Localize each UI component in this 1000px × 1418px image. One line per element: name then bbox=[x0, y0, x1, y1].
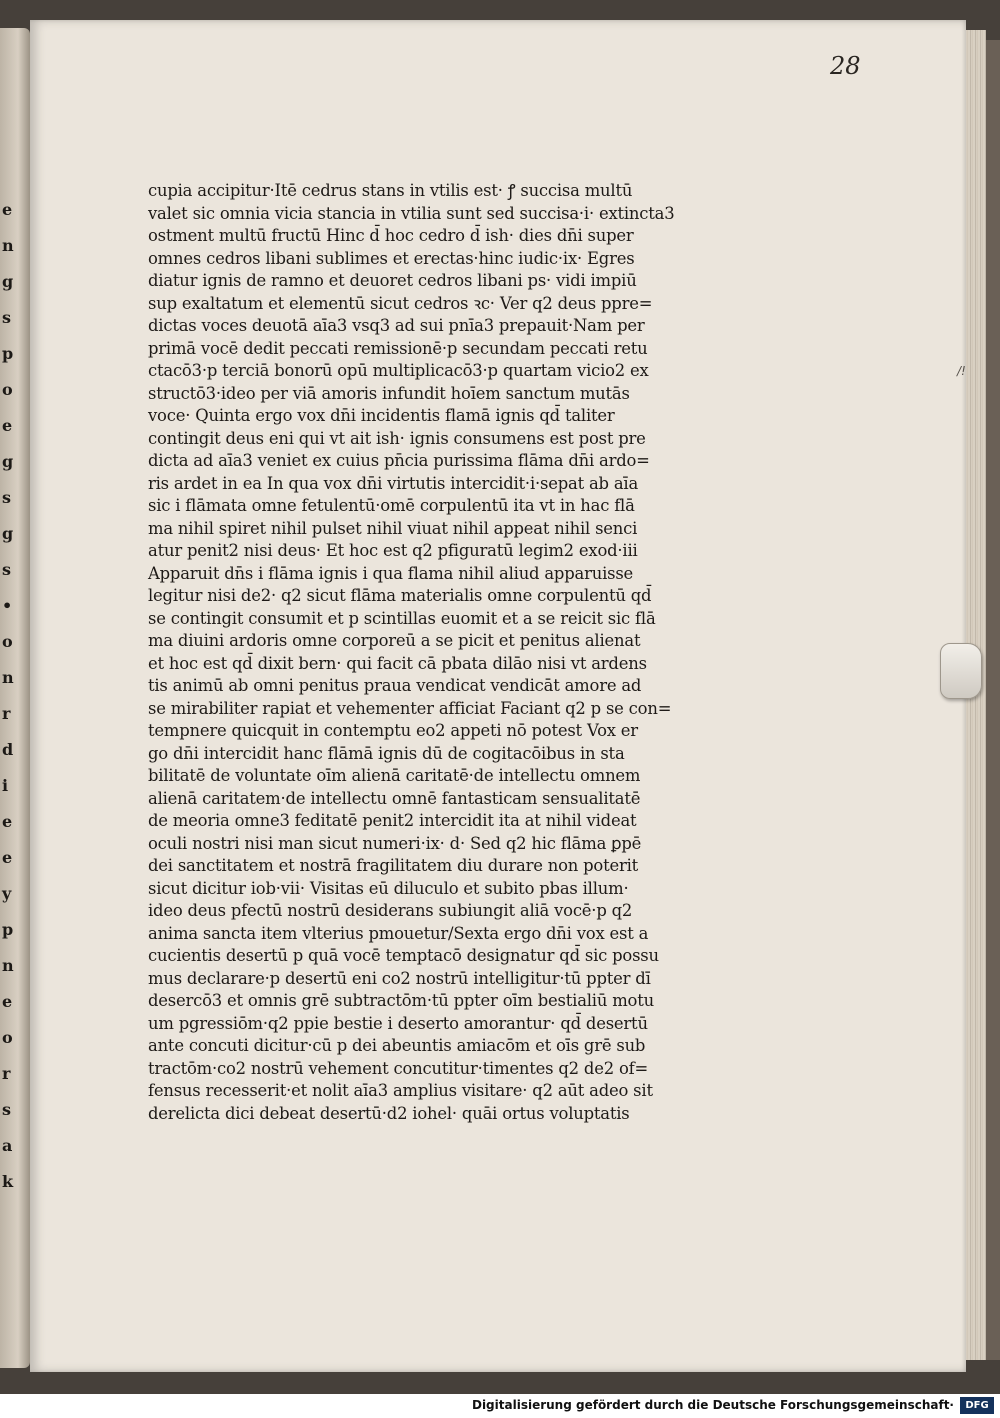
left-page-letter: o bbox=[2, 380, 13, 399]
left-page-letter: s bbox=[2, 308, 12, 327]
text-line: voce· Quinta ergo vox dn̄i incidentis flamā ignis qd̄ taliter bbox=[148, 406, 615, 425]
left-page-letter: r bbox=[2, 704, 11, 723]
text-line: se contingit consumit et p scintillas euomit et a se reicit sic flā bbox=[148, 608, 656, 628]
text-line: tempnere quicquit in contemptu eo2 appeti nō potest Vox er bbox=[148, 721, 638, 740]
text-line: mus declarare·p desertū eni co2 nostrū intelligitur·tū ppter dī bbox=[148, 968, 651, 988]
text-line: dei sanctitatem et nostrā fragilitatem diu durare non poterit bbox=[148, 856, 639, 875]
text-line: structō3·ideo per viā amoris infundit hoīem sanctum mutās bbox=[148, 383, 630, 403]
left-page-letter: e bbox=[2, 992, 13, 1011]
text-line: ma diuini ardoris omne corporeū a se picit et penitus alienat bbox=[148, 631, 641, 650]
text-line: ctacō3·p terciā bonorū opū multiplicacō3·p quartam vicio2 ex bbox=[148, 361, 649, 380]
left-page-letter: r bbox=[2, 1064, 11, 1083]
text-line: Apparuit dn̄s i flāma ignis i qua flama nihil aliud apparuisse bbox=[148, 563, 634, 583]
left-page-letter: e bbox=[2, 812, 13, 831]
left-page-letter: k bbox=[2, 1172, 14, 1191]
funding-text: Digitalisierung gefördert durch die Deutsche Forschungsgemeinschaft· bbox=[471, 1398, 954, 1412]
text-line: cucientis desertū p quā vocē temptacō designatur qd̄ sic possu bbox=[148, 946, 659, 965]
text-line: fensus recesserit·et nolit aīa3 amplius visitare· q2 aūt adeo sit bbox=[148, 1081, 653, 1100]
text-line: contingit deus eni qui vt ait ish· ignis consumens est post pre bbox=[148, 428, 646, 448]
left-page-letter: e bbox=[2, 200, 13, 219]
left-page-letter: e bbox=[2, 416, 13, 435]
text-line: sicut dicitur iob·vii· Visitas eū diluculo et subito pbas illum· bbox=[148, 878, 629, 898]
text-block bbox=[148, 180, 708, 1125]
dfg-logo: DFG bbox=[960, 1397, 994, 1414]
text-line: tractōm·co2 nostrū vehement concutitur·timentes q2 de2 of= bbox=[148, 1058, 649, 1078]
cover-edge bbox=[986, 40, 1000, 1360]
text-line: desercō3 et omnis grē subtractōm·tū ppter oīm bestialiū motu bbox=[148, 991, 654, 1010]
left-page-letter: n bbox=[2, 236, 14, 255]
text-line: anima sancta item vlterius pmouetur/Sexta ergo dn̄i vox est a bbox=[148, 923, 649, 943]
text-line: de meoria omne3 feditatē penit2 intercidit ita at nihil videat bbox=[148, 811, 637, 830]
text-line: ostment multū fructū Hinc d̄ hoc cedro d̄ ish· dies dn̄i super bbox=[148, 226, 634, 245]
text-line: tis animū ab omni penitus praua vendicat vendicāt amore ad bbox=[148, 676, 642, 695]
text-line: atur penit2 nisi deus· Et hoc est q2 pfiguratū legim2 exod·iii bbox=[148, 541, 638, 560]
text-line: derelicta dici debeat desertū·d2 iohel· quāi ortus voluptatis bbox=[148, 1103, 630, 1123]
text-line: dicta ad aīa3 veniet ex cuius pn̄cia purissima flāma dn̄i ardo= bbox=[148, 451, 650, 470]
left-page-letter: s bbox=[2, 488, 12, 507]
text-line: valet sic omnia vicia stancia in vtilia sunt sed succisa·i· extincta3 bbox=[148, 203, 675, 223]
left-page-letter: a bbox=[2, 1136, 13, 1155]
text-line: ma nihil spiret nihil pulset nihil viuat nihil appeat nihil senci bbox=[148, 518, 638, 538]
paper-clip bbox=[940, 643, 982, 699]
text-line: dictas voces deuotā aīa3 vsq3 ad sui pnīa3 prepauit·Nam per bbox=[148, 316, 645, 335]
page-number: 28 bbox=[830, 52, 861, 80]
text-line: bilitatē de voluntate oīm alienā caritatē·de intellectu omnem bbox=[148, 766, 641, 785]
text-line: um pgressiōm·q2 ppie bestie i deserto amorantur· qd̄ desertū bbox=[148, 1013, 648, 1033]
left-page-letter: d bbox=[2, 740, 14, 759]
left-page-letter: o bbox=[2, 632, 13, 651]
text-line: sup exaltatum et elementū sicut cedros ꝛc· Ver q2 deus ppre= bbox=[148, 293, 653, 313]
left-page-letter: i bbox=[2, 776, 9, 795]
text-line: sic i flāmata omne fetulentū·omē corpulentū ita vt in hac flā bbox=[148, 496, 635, 515]
left-page-letter: n bbox=[2, 668, 14, 687]
left-page-letter: e bbox=[2, 848, 13, 867]
text-line: oculi nostri nisi man sicut numeri·ix· d· Sed q2 hic flāma ꝑpē bbox=[148, 833, 642, 853]
left-facing-page-edge bbox=[0, 28, 30, 1368]
text-line: et hoc est qd̄ dixit bern· qui facit cā pbata dilāo nisi vt ardens bbox=[148, 653, 647, 673]
text-line: primā vocē dedit peccati remissionē·p secundam peccati retu bbox=[148, 338, 648, 358]
left-page-letter: g bbox=[2, 272, 14, 291]
left-page-letter: p bbox=[2, 920, 14, 939]
margin-mark: /! bbox=[957, 364, 966, 378]
text-line: go dn̄i intercidit hanc flāmā ignis dū de cogitacōibus in sta bbox=[148, 743, 625, 763]
left-page-letter: p bbox=[2, 344, 14, 363]
left-page-letter: g bbox=[2, 524, 14, 543]
left-page-letter: n bbox=[2, 956, 14, 975]
text-line: cupia accipitur·Itē cedrus stans in vtilis est· ꝭ succisa multū bbox=[148, 181, 633, 200]
text-line: alienā caritatem·de intellectu omnē fantasticam sensualitatē bbox=[148, 788, 641, 808]
left-page-letter: g bbox=[2, 452, 14, 471]
text-line: legitur nisi de2· q2 sicut flāma materialis omne corpulentū qd̄ bbox=[148, 586, 652, 605]
funding-footer bbox=[0, 1394, 1000, 1418]
text-line: ideo deus pfectū nostrū desiderans subiungit aliā vocē·p q2 bbox=[148, 901, 633, 920]
text-line: diatur ignis de ramno et deuoret cedros libani ps· vidi impiū bbox=[148, 271, 637, 290]
text-line: se mirabiliter rapiat et vehementer afficiat Faciant q2 p se con= bbox=[148, 698, 672, 718]
text-line: ante concuti dicitur·cū p dei abeuntis amiacōm et oīs grē sub bbox=[148, 1036, 646, 1055]
text-line: ris ardet in ea In qua vox dn̄i virtutis intercidit·i·sepat ab aīa bbox=[148, 473, 639, 493]
text-line: omnes cedros libani sublimes et erectas·hinc iudic·ix· Egres bbox=[148, 248, 635, 268]
left-page-letter: s bbox=[2, 560, 12, 579]
left-page-letter: • bbox=[2, 596, 13, 615]
left-page-letter: o bbox=[2, 1028, 13, 1047]
left-page-letter: y bbox=[2, 884, 12, 903]
left-page-letter: s bbox=[2, 1100, 12, 1119]
